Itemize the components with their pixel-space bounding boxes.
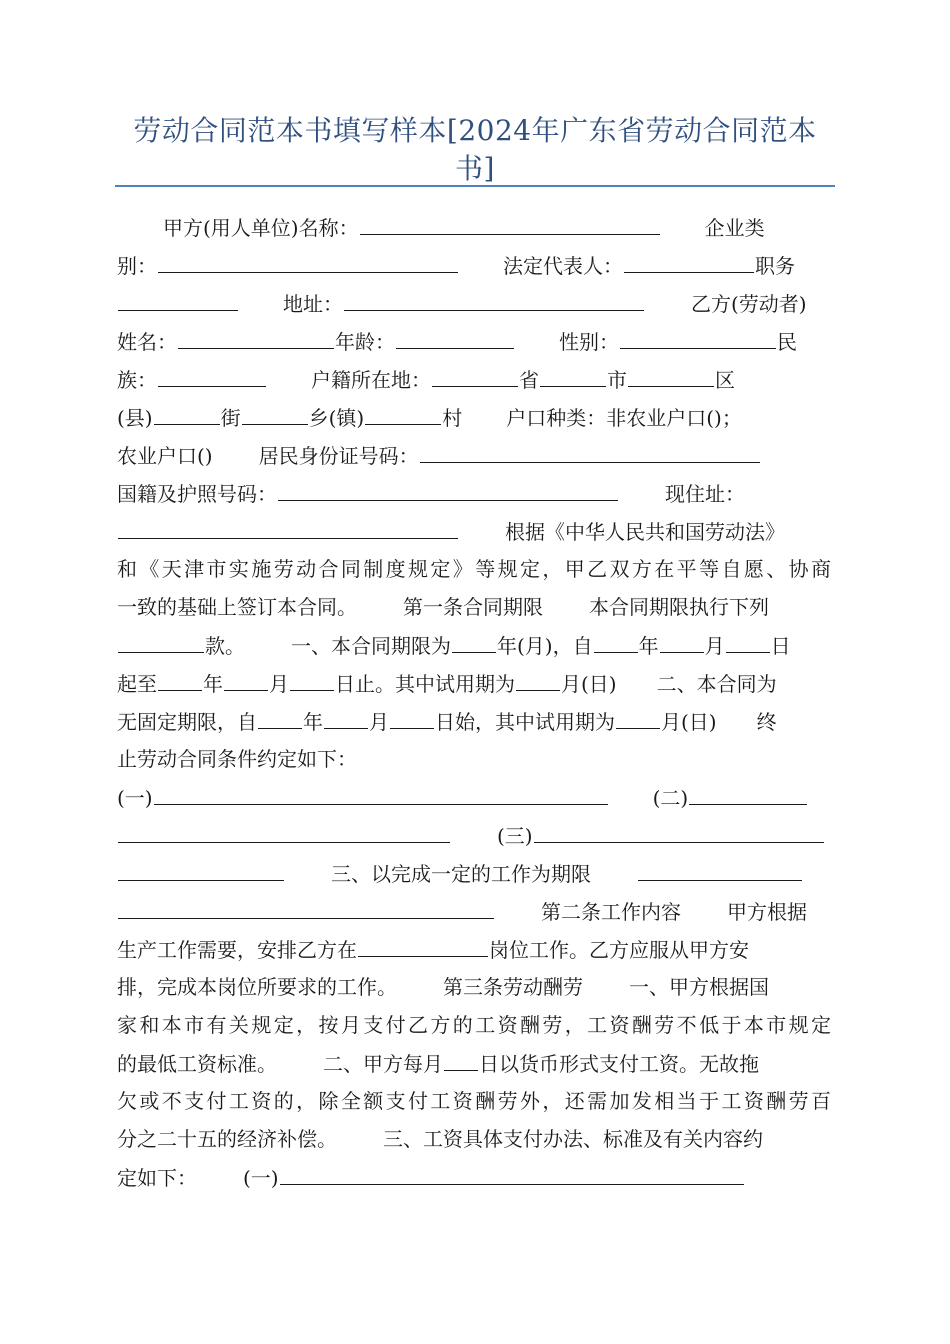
blank-field[interactable] xyxy=(628,360,714,387)
text-line: 欠或不支付工资的，除全额支付工资酬劳外，还需加发相当于工资酬劳百 xyxy=(117,1089,831,1113)
text-line xyxy=(117,360,831,398)
text-segment: 分之二十五的经济补偿。 xyxy=(117,1127,337,1151)
blank-field[interactable] xyxy=(158,246,458,273)
article-heading: 第一条合同期限 xyxy=(403,595,543,619)
blank-field[interactable] xyxy=(118,512,458,539)
text-segment: 日止。其中试用期为 xyxy=(335,672,515,696)
text-segment: 年 xyxy=(638,634,659,658)
text-line xyxy=(117,208,831,246)
title-underline xyxy=(115,185,835,187)
blank-field[interactable] xyxy=(154,398,220,425)
blank-field[interactable] xyxy=(118,284,238,311)
text-segment: 岗位工作。乙方应服从甲方安 xyxy=(489,938,749,962)
text-line xyxy=(117,702,831,740)
blank-field[interactable] xyxy=(534,816,824,843)
party-a-name-label: 甲方(用人单位)名称： xyxy=(163,216,359,240)
text-segment: 日以货币形式支付工资。无故拖 xyxy=(479,1052,759,1076)
blank-field[interactable] xyxy=(178,322,334,349)
text-segment: 月 xyxy=(369,710,389,734)
text-segment: 一、本合同期限为 xyxy=(291,634,451,658)
text-segment: 三、以完成一定的工作为期限 xyxy=(331,862,591,886)
text-segment: 的最低工资标准。 xyxy=(117,1052,277,1076)
position-label: 职务 xyxy=(755,254,795,278)
text-segment: 日始，其中试用期为 xyxy=(435,710,615,734)
text-segment: (一) xyxy=(117,786,153,810)
article-heading: 第二条工作内容 xyxy=(541,900,681,924)
blank-field[interactable] xyxy=(280,1158,744,1185)
text-line xyxy=(117,968,831,1006)
text-segment: 月 xyxy=(704,634,725,658)
label: 市 xyxy=(607,368,627,392)
blank-field[interactable] xyxy=(344,284,644,311)
text-segment: 年 xyxy=(203,672,223,696)
text-line xyxy=(117,626,831,664)
blank-field[interactable] xyxy=(224,664,268,691)
text-line xyxy=(117,1044,831,1082)
blank-field[interactable] xyxy=(432,360,518,387)
blank-field[interactable] xyxy=(158,664,202,691)
text-segment: 年 xyxy=(303,710,323,734)
blank-field[interactable] xyxy=(118,892,494,919)
blank-field[interactable] xyxy=(726,626,770,653)
name-label: 姓名： xyxy=(117,330,177,354)
text-segment: 定如下： xyxy=(117,1166,197,1190)
text-segment: 甲方根据 xyxy=(727,900,807,924)
text-segment: (三) xyxy=(497,824,533,848)
household-type-label: 户口种类：非农业户口()； xyxy=(506,406,742,430)
blank-field[interactable] xyxy=(290,664,334,691)
blank-field[interactable] xyxy=(638,854,802,881)
text-segment: 二、甲方每月 xyxy=(323,1052,443,1076)
text-line xyxy=(117,512,831,550)
label: 区 xyxy=(715,368,735,392)
label: 街 xyxy=(220,406,241,430)
blank-field[interactable] xyxy=(516,664,560,691)
text-segment: (一) xyxy=(243,1166,279,1190)
current-address-label: 现住址： xyxy=(665,482,745,506)
enterprise-type-label: 企业类 xyxy=(704,216,765,240)
text-line: 家和本市有关规定，按月支付乙方的工资酬劳，工资酬劳不低于本市规定 xyxy=(117,1013,831,1037)
gender-label: 性别： xyxy=(559,330,619,354)
text-line xyxy=(117,588,831,626)
text-segment: 月(日) xyxy=(561,672,617,696)
text-segment: 生产工作需要，安排乙方在 xyxy=(117,938,357,962)
text-line xyxy=(117,1158,831,1196)
text-segment: 终 xyxy=(756,710,777,734)
text-line xyxy=(117,816,831,854)
blank-field[interactable] xyxy=(118,816,450,843)
blank-field[interactable] xyxy=(624,246,754,273)
text-line xyxy=(117,664,831,702)
text-line: 和《天津市实施劳动合同制度规定》等规定，甲乙双方在平等自愿、协商 xyxy=(117,557,831,581)
text-line xyxy=(117,398,831,436)
blank-field[interactable] xyxy=(278,474,618,501)
text-line xyxy=(117,246,831,284)
text-segment: 三、工资具体支付办法、标准及有关内容约 xyxy=(383,1127,763,1151)
age-label: 年龄： xyxy=(335,330,395,354)
text-line xyxy=(117,892,831,930)
blank-field[interactable] xyxy=(154,778,608,805)
text-segment: 本合同期限执行下列 xyxy=(589,595,769,619)
text-line xyxy=(117,322,831,360)
text-segment: 月(日) xyxy=(661,710,717,734)
blank-field[interactable] xyxy=(689,778,807,805)
text-line xyxy=(117,1120,831,1158)
text-segment: 起至 xyxy=(117,672,157,696)
blank-field[interactable] xyxy=(118,854,284,881)
article-heading: 第三条劳动酬劳 xyxy=(443,975,583,999)
blank-field[interactable] xyxy=(158,360,266,387)
text-segment: 一致的基础上签订本合同。 xyxy=(117,595,357,619)
blank-field[interactable] xyxy=(118,626,204,653)
blank-field[interactable] xyxy=(324,702,368,729)
blank-field[interactable] xyxy=(358,930,488,957)
blank-field[interactable] xyxy=(660,626,704,653)
id-number-label: 居民身份证号码： xyxy=(258,444,419,468)
text-segment: 年(月)，自 xyxy=(497,634,593,658)
text-line xyxy=(117,436,831,474)
blank-field[interactable] xyxy=(396,322,514,349)
text-line: 止劳动合同条件约定如下： xyxy=(117,747,357,771)
blank-field[interactable] xyxy=(390,702,434,729)
blank-field[interactable] xyxy=(452,626,496,653)
blank-field[interactable] xyxy=(365,398,441,425)
household-label: 户籍所在地： xyxy=(311,368,431,392)
label: 村 xyxy=(442,406,463,430)
blank-field[interactable] xyxy=(594,626,638,653)
text-segment: 月 xyxy=(269,672,289,696)
text-segment: 排，完成本岗位所要求的工作。 xyxy=(117,975,397,999)
blank-field[interactable] xyxy=(444,1044,478,1071)
blank-field[interactable] xyxy=(360,208,660,235)
text-line xyxy=(117,284,831,322)
nationality-label: 国籍及护照号码： xyxy=(117,482,277,506)
ethnicity-label: 族： xyxy=(117,368,157,392)
agri-household-label: 农业户口() xyxy=(117,444,213,468)
label: (县) xyxy=(117,406,153,430)
label: 省 xyxy=(519,368,539,392)
blank-field[interactable] xyxy=(258,702,302,729)
text-segment: 根据《中华人民共和国劳动法》 xyxy=(505,520,785,544)
text-segment: 一、甲方根据国 xyxy=(629,975,769,999)
label: 乡(镇) xyxy=(308,406,365,430)
label: 别： xyxy=(117,254,157,278)
text-line xyxy=(117,930,831,968)
text-line xyxy=(117,854,831,892)
legal-rep-label: 法定代表人： xyxy=(503,254,623,278)
text-line xyxy=(117,778,831,816)
blank-field[interactable] xyxy=(616,702,660,729)
text-line xyxy=(117,474,831,512)
text-segment: 无固定期限，自 xyxy=(117,710,257,734)
blank-field[interactable] xyxy=(620,322,776,349)
label: 民 xyxy=(777,330,797,354)
text-segment: (二) xyxy=(652,786,689,810)
text-segment: 二、本合同为 xyxy=(656,672,777,696)
blank-field[interactable] xyxy=(420,436,760,463)
document-title: 劳动合同范本书填写样本[2024年广东省劳动合同范本书] xyxy=(133,114,817,185)
address-label: 地址： xyxy=(283,292,343,316)
text-segment: 款。 xyxy=(205,634,245,658)
text-segment: 日 xyxy=(770,634,791,658)
blank-field[interactable] xyxy=(540,360,606,387)
party-b-label: 乙方(劳动者) xyxy=(691,292,807,316)
blank-field[interactable] xyxy=(242,398,308,425)
